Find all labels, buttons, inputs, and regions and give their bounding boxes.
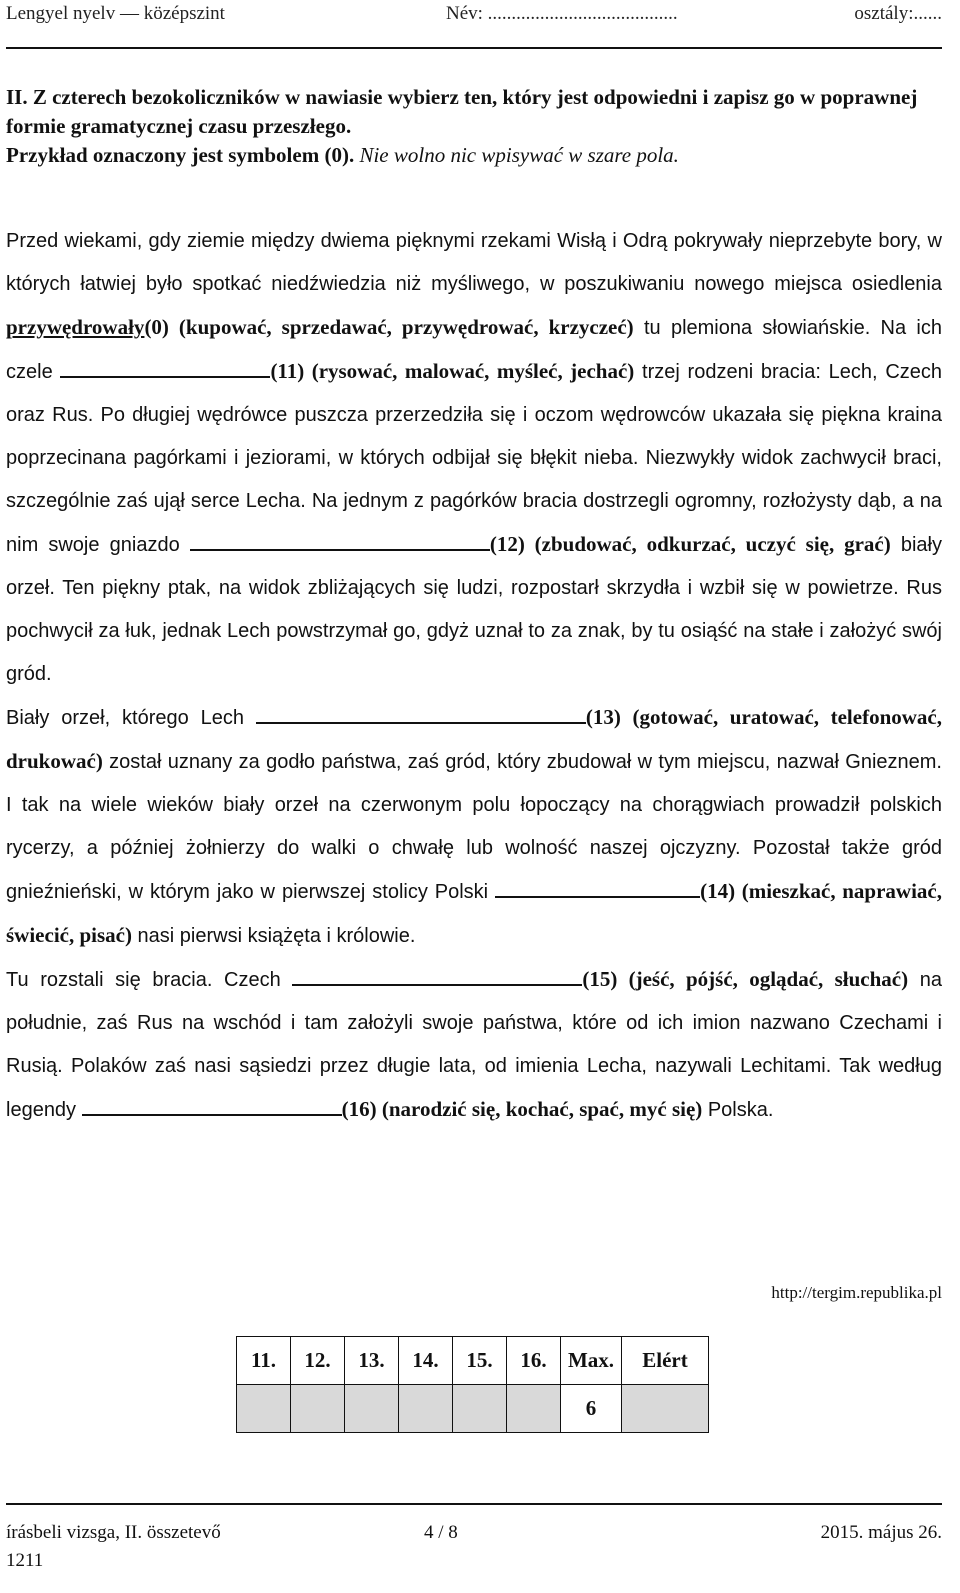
text-segment: został uznany za godło państwa, zaś gród, który zbudował w tym miejscu, nazwał Gnieznem. I tak na wiele wieków biały orzeł na czerwonym polu łopoczący na chorągwiach prowadził polskich rycerzy, a później żołnierzy do walki o chwałę lub wolność naszej ojczyzny. Pozostał także gród gnieźnieński, w którym jako w pierwszej stolicy Polski [6,751,942,903]
gap-15-options: (15) (jeść, pójść, oglądać, słuchać) [582,967,909,991]
score-header-elert: Elért [622,1337,709,1385]
legend-text [6,220,942,1132]
paragraph-3 [6,958,942,1132]
gap-13-options: (13) (gotować, uratować, telefonować, drukować) [6,705,942,773]
score-cell-12 [291,1385,345,1433]
answer-blank-11[interactable] [60,357,270,378]
footer-page-number: 4 / 8 [424,1522,458,1543]
score-cell-14 [399,1385,453,1433]
text-segment: Biały orzeł, którego Lech [6,707,256,729]
score-cell-13 [345,1385,399,1433]
text-segment: trzej rodzeni bracia: Lech, Czech oraz Rus. Po długiej wędrówce puszcza przerzedziła się i oczom wędrowców ukazała się piękna kraina poprzecinana pagórkami i jeziorami, w których odbijał się błękit nieba. Niezwykły widok zachwycił braci, szczególnie zaś ujął serce Lecha. Na jednym z pagórków bracia dostrzegli ogromny, rozłożysty dąb, a na nim swoje gniazdo [6,361,943,556]
score-header-14: 14. [399,1337,453,1385]
gap-14-options: (14) (mieszkać, naprawiać, świecić, pisać) [6,879,943,947]
score-header-15: 15. [453,1337,507,1385]
score-cell-15 [453,1385,507,1433]
text-segment: nasi pierwsi książęta i królowie. [131,925,416,947]
gap-11-options: (11) (rysować, malować, myśleć, jechać) [270,359,635,383]
footer-code: 1211 [6,1550,44,1571]
score-cell-max: 6 [561,1385,622,1433]
score-header-13: 13. [345,1337,399,1385]
score-header-11: 11. [237,1337,291,1385]
answer-blank-12[interactable] [190,530,490,551]
instruction-main: II. Z czterech bezokoliczników w nawiasie wybierz ten, który jest odpowiedni i zapisz go w poprawnej formie gramatycznej czasu przeszłego. [6,85,918,138]
score-cell-elert [622,1385,709,1433]
footer-date: 2015. május 26. [820,1522,942,1543]
text-segment: tu plemiona słowiańskie. Na ich czele [6,317,942,383]
score-header-16: 16. [507,1337,561,1385]
source-link: http://tergim.republika.pl [771,1283,942,1302]
paragraph-1 [6,220,942,696]
task-instructions [6,83,942,170]
score-cell-11 [237,1385,291,1433]
score-header-12: 12. [291,1337,345,1385]
answer-blank-13[interactable] [256,703,586,724]
footer-exam: írásbeli vizsga, II. összetevő [6,1522,221,1543]
header-name-field: Név: ........................................ [446,3,678,24]
header-divider [6,47,942,49]
instruction-example: Przykład oznaczony jest symbolem (0). [6,143,355,167]
header-subject: Lengyel nyelv — középszint [6,3,225,24]
instruction-grey-fields: Nie wolno nic wpisywać w szare pola. [359,143,679,167]
text-segment: na południe, zaś Rus na wschód i tam założyli swoje państwa, które od ich imion nazwano Czechami i Rusią. Polaków zaś nasi sąsiedzi przez długie lata, od imienia Lecha, nazywali Lechitami. Tak według legendy [6,969,942,1121]
answer-blank-16[interactable] [82,1095,342,1116]
score-header-row [237,1337,709,1385]
score-cell-16 [507,1385,561,1433]
score-table [236,1336,709,1433]
paragraph-2 [6,696,942,958]
example-options: (0) (kupować, sprzedawać, przywędrować, krzyczeć) [144,315,634,339]
gap-16-options: (16) (narodzić się, kochać, spać, myć się) [341,1097,703,1121]
page-header [6,0,942,28]
answer-blank-14[interactable] [495,877,700,898]
score-header-max: Max. [561,1337,622,1385]
score-value-row [237,1385,709,1433]
example-answer: przywędrowały [6,315,145,339]
gap-12-options: (12) (zbudować, odkurzać, uczyć się, grać) [489,532,891,556]
answer-blank-15[interactable] [292,965,582,986]
text-segment: Polska. [702,1099,774,1121]
footer-divider [6,1503,942,1505]
text-segment: biały orzeł. Ten piękny ptak, na widok zbliżających się ludzi, rozpostarł skrzydła i wzbił się w powietrze. Rus pochwycił za łuk, jednak Lech powstrzymał go, gdyż uznał to za znak, by tu osiąść na stałe i założyć swój gród. [6,534,942,685]
header-class-field: osztály:...... [854,3,942,24]
text-segment: Tu rozstali się bracia. Czech [6,969,293,991]
text-segment: Przed wiekami, gdy ziemie między dwiema pięknymi rzekami Wisłą i Odrą pokrywały nieprzebyte bory, w których łatwiej było spotkać niedźwiedzia niż myśliwego, w poszukiwaniu nowego miejsca osiedlenia [6,230,942,295]
